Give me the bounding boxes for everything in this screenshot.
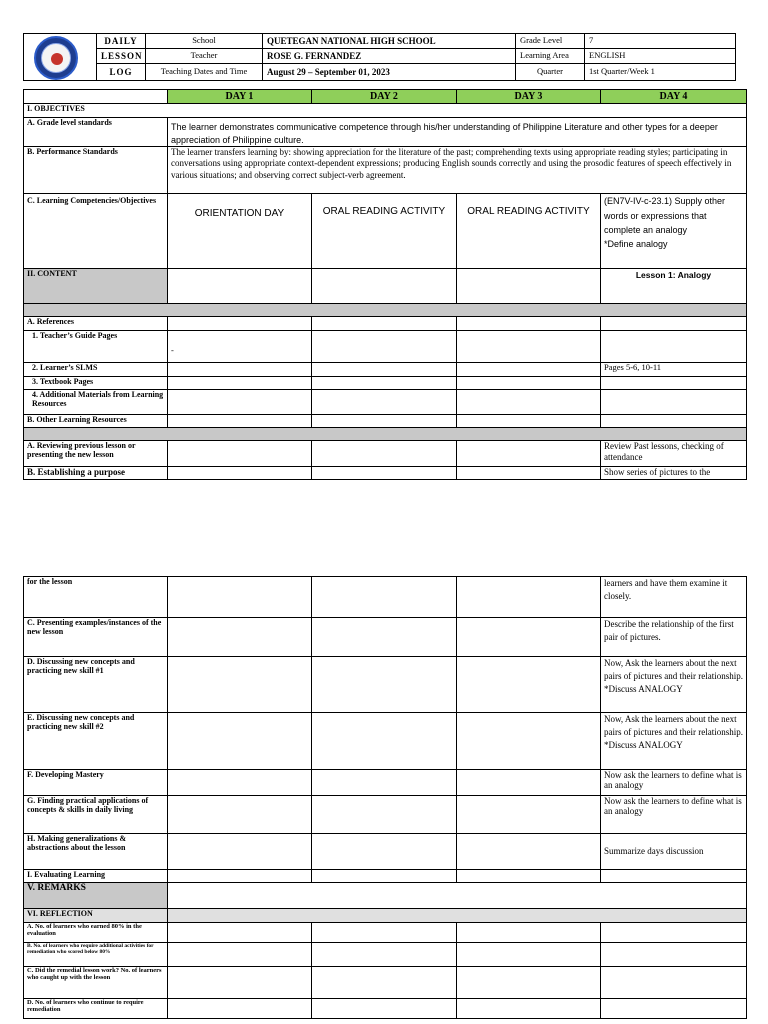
- reflection-a-label: A. No. of learners who earned 80% in the evaluation: [24, 923, 168, 943]
- slms-label: 2. Learner’s SLMS: [24, 363, 168, 377]
- competencies-label: C. Learning Competencies/Objectives: [24, 194, 168, 269]
- day4-competency-define: *Define analogy: [604, 239, 668, 250]
- day4-competency-code: (EN7V-IV-c-23.1) Supply other words or expressions that complete an analogy: [604, 196, 726, 235]
- reflection-b-label: B. No. of learners who require additional activities for remediation who scored below 80%: [24, 943, 168, 967]
- grade-level-value: 7: [585, 34, 736, 49]
- textbook-label: 3. Textbook Pages: [24, 377, 168, 390]
- teacher-label: Teacher: [146, 49, 263, 64]
- day-header-3: DAY 3: [457, 90, 601, 104]
- day4-competency: [601, 194, 747, 269]
- day4-content: Lesson 1: Analogy: [601, 269, 747, 304]
- grade-standards-text: The learner demonstrates communicative competence through his/her understanding of Philippine Literature and other types for a deeper appreciation of Philippine culture.: [168, 118, 747, 147]
- quarter-value: 1st Quarter/Week 1: [585, 64, 736, 81]
- generalization-label: H. Making generalizations & abstractions about the lesson: [24, 834, 168, 870]
- remarks-label: V. REMARKS: [24, 883, 168, 909]
- discuss2-day4-note: *Discuss ANALOGY: [604, 740, 683, 751]
- quarter-label: Quarter: [516, 64, 585, 81]
- gray-divider: [24, 304, 747, 317]
- header-table: [23, 33, 736, 81]
- content-day2: [312, 269, 457, 304]
- corner-cell: [24, 90, 168, 104]
- references-label: A. References: [24, 317, 168, 331]
- reflection-label: VI. REFLECTION: [24, 909, 168, 923]
- content-day1: [168, 269, 312, 304]
- generalization-day4: Summarize days discussion: [601, 834, 747, 870]
- content-day3: [457, 269, 601, 304]
- reflection-c-label: C. Did the remedial lesson work? No. of learners who caught up with the lesson: [24, 967, 168, 999]
- dll-title-2: LESSON: [97, 49, 146, 64]
- discuss2-day4: [601, 713, 747, 770]
- performance-standards-text: The learner transfers learning by: showing appreciation for the literature of the past; comprehending texts using appropriate reading styles; participating in conversations using appropriate context-dependent expressions; producing English sounds correctly and using the prosodic features of speech effectively in various situations; and observing correct subject-verb agreement.: [168, 147, 747, 194]
- teachers-guide-day1: -: [168, 331, 312, 363]
- logo-cell: [24, 34, 97, 81]
- performance-standards-label: B. Performance Standards: [24, 147, 168, 194]
- presenting-label: C. Presenting examples/instances of the new lesson: [24, 618, 168, 657]
- presenting-day4: Describe the relationship of the first pair of pictures.: [601, 618, 747, 657]
- reviewing-day4: Review Past lessons, checking of attendance: [601, 441, 747, 467]
- mastery-label: F. Developing Mastery: [24, 770, 168, 796]
- reviewing-label: A. Reviewing previous lesson or presenting the new lesson: [24, 441, 168, 467]
- discuss1-day4: [601, 657, 747, 713]
- lesson-table-page2: [23, 576, 747, 1019]
- mastery-day4: Now ask the learners to define what is an analogy: [601, 770, 747, 796]
- slms-day4: Pages 5-6, 10-11: [601, 363, 747, 377]
- dates-label: Teaching Dates and Time: [146, 64, 263, 81]
- school-value: QUETEGAN NATIONAL HIGH SCHOOL: [263, 34, 516, 49]
- learning-area-label: Learning Area: [516, 49, 585, 64]
- grade-level-label: Grade Level: [516, 34, 585, 49]
- purpose-label: B. Establishing a purpose: [24, 467, 168, 480]
- finding-day4: Now ask the learners to define what is an analogy: [601, 796, 747, 834]
- additional-materials-label: 4. Additional Materials from Learning Resources: [24, 390, 168, 415]
- lesson-table-page1: [23, 89, 747, 480]
- dll-title-3: LOG: [97, 64, 146, 81]
- objectives-heading: I. OBJECTIVES: [24, 104, 747, 118]
- evaluating-label: I. Evaluating Learning: [24, 870, 168, 883]
- dll-title-1: DAILY: [97, 34, 146, 49]
- school-label: School: [146, 34, 263, 49]
- day3-competency: ORAL READING ACTIVITY: [457, 194, 601, 269]
- dates-value: August 29 – September 01, 2023: [263, 64, 516, 81]
- discuss1-day4-text: Now, Ask the learners about the next pairs of pictures and their relationship.: [604, 658, 743, 682]
- purpose-cont-label: for the lesson: [24, 577, 168, 618]
- gray-divider-2: [24, 428, 747, 441]
- day2-competency: ORAL READING ACTIVITY: [312, 194, 457, 269]
- day-header-4: DAY 4: [601, 90, 747, 104]
- discuss1-day4-note: *Discuss ANALOGY: [604, 684, 683, 695]
- teachers-guide-label: 1. Teacher’s Guide Pages: [24, 331, 168, 363]
- teacher-value: ROSE G. FERNANDEZ: [263, 49, 516, 64]
- discuss2-day4-text: Now, Ask the learners about the next pairs of pictures and their relationship.: [604, 714, 743, 738]
- reflection-d-label: D. No. of learners who continue to require remediation: [24, 999, 168, 1019]
- day1-competency: ORIENTATION DAY: [168, 194, 312, 269]
- learning-area-value: ENGLISH: [585, 49, 736, 64]
- other-resources-label: B. Other Learning Resources: [24, 415, 168, 428]
- finding-label: G. Finding practical applications of concepts & skills in daily living: [24, 796, 168, 834]
- discuss2-label: E. Discussing new concepts and practicing new skill #2: [24, 713, 168, 770]
- day-header-1: DAY 1: [168, 90, 312, 104]
- purpose-cont-day4: learners and have them examine it closely.: [601, 577, 747, 618]
- content-label: II. CONTENT: [24, 269, 168, 304]
- purpose-day4: Show series of pictures to the: [601, 467, 747, 480]
- day-header-2: DAY 2: [312, 90, 457, 104]
- discuss1-label: D. Discussing new concepts and practicing new skill #1: [24, 657, 168, 713]
- grade-standards-label: A. Grade level standards: [24, 118, 168, 147]
